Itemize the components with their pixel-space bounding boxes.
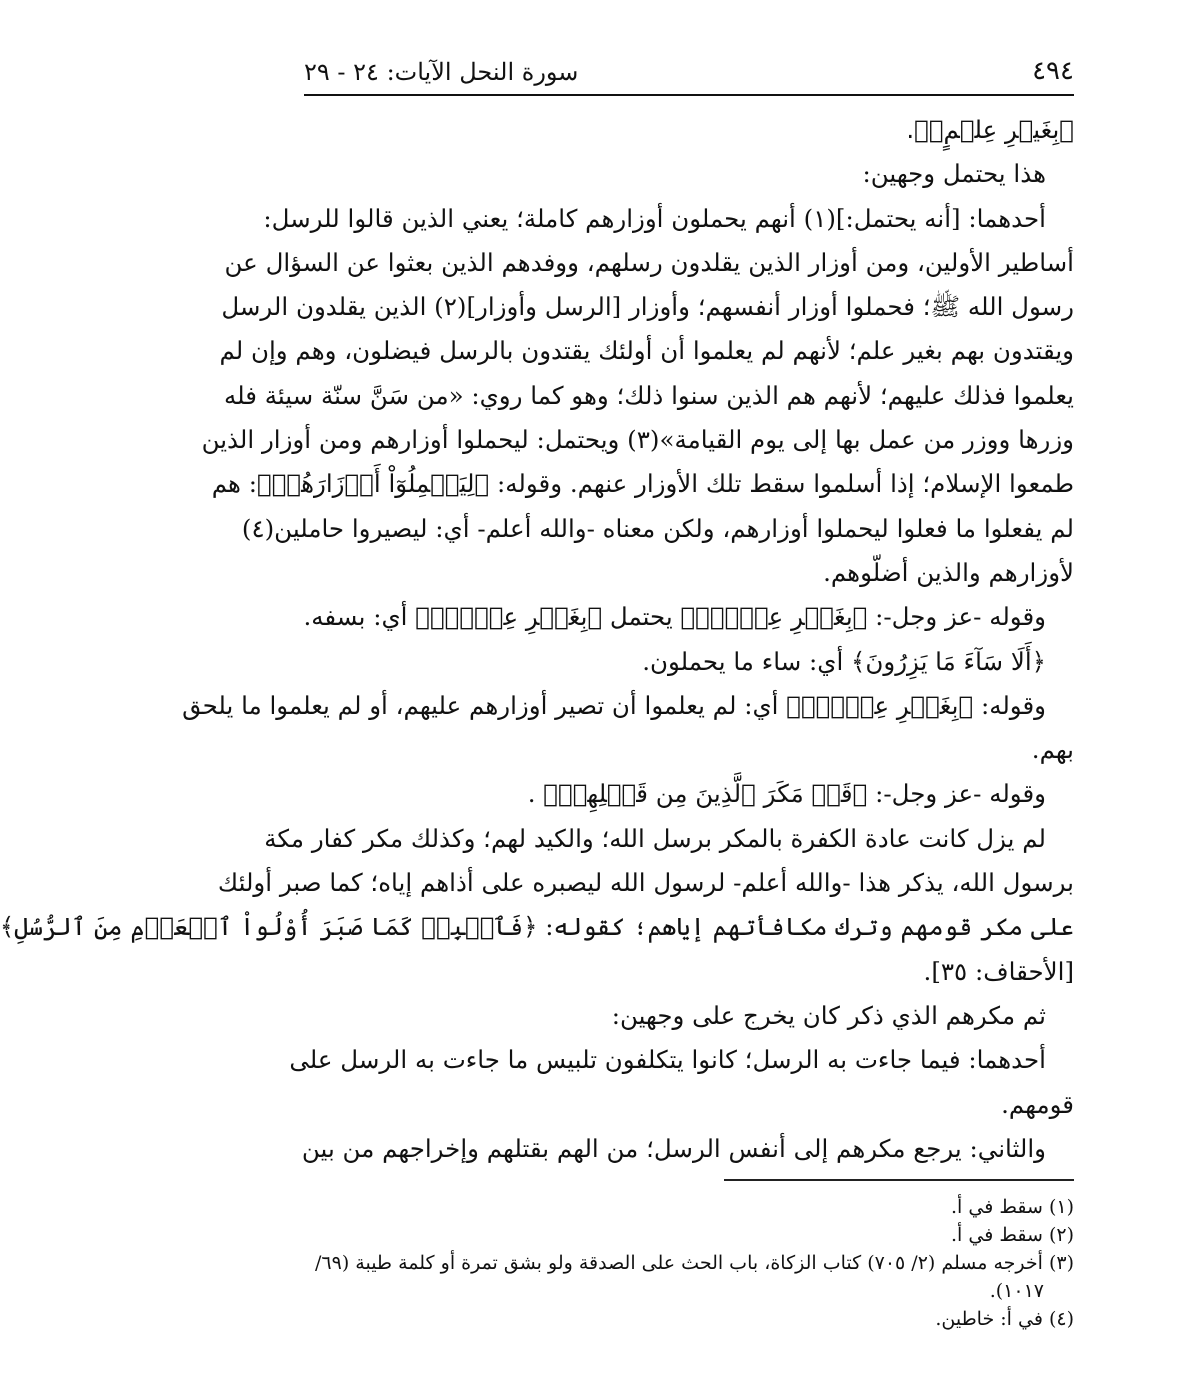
footnote-4: (٤) في أ: خاطين. <box>935 1308 1074 1331</box>
text-line-1: ﴿بِغَيۡرِ عِلۡمٍۗ﴾. <box>906 115 1074 144</box>
footnote-3-continued: ١٠١٧). <box>989 1280 1044 1303</box>
text-line-9: طمعوا الإسلام؛ إذا أسلموا سقط تلك الأوزار عنهم. وقوله: ﴿لِيَحۡمِلُوٓاْ أَوۡزَارَهُمۡ﴾: هم <box>211 469 1074 499</box>
footnote-separator <box>724 1179 1074 1181</box>
text-line-12: وقوله -عز وجل-: ﴿بِغَيۡرِ عِلۡمٍۗ﴾ يحتمل ﴿بِغَيۡرِ عِلۡمٍۗ﴾ أي: بسفه. <box>303 602 1046 632</box>
text-line-21: ثم مكرهم الذي ذكر كان يخرج على وجهين: <box>611 1000 1046 1030</box>
text-line-23: قومهم. <box>1001 1089 1074 1119</box>
text-line-18: برسول الله، يذكر هذا -والله أعلم- لرسول الله ليصبره على أذاهم إياه؛ كما صبر أولئك <box>217 868 1074 898</box>
text-line-3: أحدهما: [أنه يحتمل:](١) أنهم يحملون أوزارهم كاملة؛ يعني الذين قالوا للرسل: <box>263 203 1046 233</box>
page-number: ٤٩٤ <box>1032 56 1074 86</box>
text-line-10: لم يفعلوا ما فعلوا ليحملوا أوزارهم، ولكن معناه -والله أعلم- أي: ليصيروا حاملين(٤) <box>241 513 1074 543</box>
text-line-13: ﴿أَلَا سَآءَ مَا يَزِرُونَ﴾ أي: ساء ما يحملون. <box>642 646 1046 676</box>
text-line-22: أحدهما: فيما جاءت به الرسل؛ كانوا يتكلفون تلبيس ما جاءت به الرسل على <box>289 1045 1046 1075</box>
text-line-15: بهم. <box>1031 735 1074 765</box>
text-line-5: رسول الله ﷺ؛ فحملوا أوزار أنفسهم؛ وأوزار [الرسل وأوزار](٢) الذين يقلدون الرسل <box>221 292 1074 322</box>
main-text <box>0 108 1074 1171</box>
footnote-2: (٢) سقط في أ. <box>951 1224 1074 1247</box>
text-line-2: هذا يحتمل وجهين: <box>862 159 1046 189</box>
text-line-24: والثاني: يرجع مكرهم إلى أنفس الرسل؛ من الهم بقتلهم وإخراجهم من بين <box>301 1133 1046 1163</box>
text-line-17: لم يزل كانت عادة الكفرة بالمكر برسل الله؛ والكيد لهم؛ وكذلك مكر كفار مكة <box>264 823 1046 853</box>
text-line-11: لأوزارهم والذين أضلّوهم. <box>823 557 1074 587</box>
text-line-19: على مكر قومهم وترك مكافأتهم إياهم؛ كقوله: ﴿فَٱصۡبِرۡ كَمَا صَبَرَ أُوْلُواْ ٱلۡعَزۡمِ مِنَ ٱلرُّسُلِ﴾ <box>0 912 1074 942</box>
text-line-7: يعلموا فذلك عليهم؛ لأنهم هم الذين سنوا ذلك؛ وهو كما روي: «من سَنَّ سنّة سيئة فله <box>224 380 1074 410</box>
footnote-3: (٣) أخرجه مسلم (٢/ ٧٠٥) كتاب الزكاة، باب الحث على الصدقة ولو بشق تمرة أو كلمة طيبة (٦٩/ <box>315 1252 1074 1275</box>
text-line-14: وقوله: ﴿بِغَيۡرِ عِلۡمٍۗ﴾ أي: لم يعلموا أن تصير أوزارهم عليهم، أو لم يعلموا ما يلحق <box>182 690 1046 720</box>
text-line-8: وزرها ووزر من عمل بها إلى يوم القيامة»(٣) ويحتمل: ليحملوا أوزارهم ومن أوزار الذين <box>201 425 1074 455</box>
text-line-6: ويقتدون بهم بغير علم؛ لأنهم لم يعلموا أن أولئك يقتدون بالرسل فيضلون، وهم وإن لم <box>219 336 1074 366</box>
page-header <box>304 50 1074 96</box>
text-line-20: [الأحقاف: ٣٥]. <box>923 956 1074 986</box>
footnotes <box>304 1193 1074 1333</box>
footnote-1: (١) سقط في أ. <box>951 1196 1074 1219</box>
book-page <box>0 50 1074 1333</box>
text-line-16: وقوله -عز وجل-: ﴿قَدۡ مَكَرَ ٱلَّذِينَ مِن قَبۡلِهِمۡ﴾ . <box>527 779 1046 809</box>
text-line-4: أساطير الأولين، ومن أوزار الذين يقلدون رسلهم، ووفدهم الذين بعثوا عن السؤال عن <box>224 247 1074 277</box>
running-title: سورة النحل الآيات: ٢٤ - ٢٩ <box>304 58 579 86</box>
